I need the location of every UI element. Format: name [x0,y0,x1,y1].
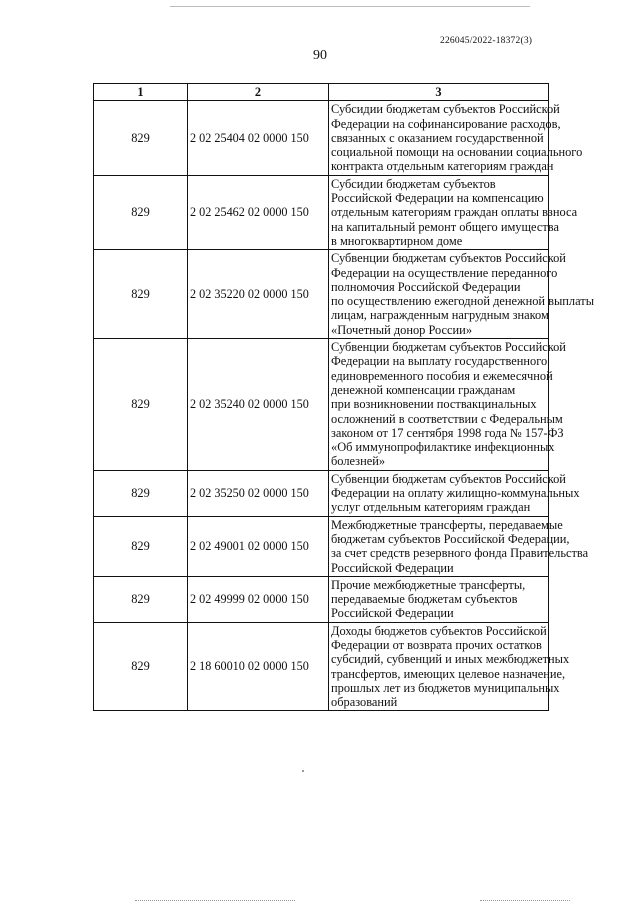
description-line: Федерации на выплату государственного [331,354,548,369]
table-row [94,101,549,175]
description-cell [329,339,566,471]
income-code-cell: 2 02 49999 02 0000 150 [188,576,329,622]
description-line: Межбюджетные трансферты, передаваемые [331,517,563,532]
description-line: «Почетный донор России» [331,322,473,337]
description-line: Субсидии бюджетам субъектов Российской [331,102,560,117]
description-cell [329,576,549,622]
description-cell [329,470,580,516]
description-line: субсидий, субвенций и иных межбюджетных [331,652,570,667]
description-line: лицам, награжденным нагрудным знаком [331,308,549,323]
description-line: Российской Федерации [331,606,454,621]
admin-code-cell: 829 [94,339,188,471]
admin-code-cell: 829 [94,516,188,576]
description-line: Федерации на софинансирование расходов, [331,116,561,131]
column-header-3: 3 [329,84,549,101]
scan-dot [302,770,304,772]
description-cell [329,516,589,576]
table-row [94,622,549,711]
top-edge-line [170,6,530,7]
description-line: на капитальный ремонт общего имущества [331,219,559,234]
income-code-cell: 2 02 25404 02 0000 150 [188,101,329,175]
description-line: по осуществлению ежегодной денежной выплаты [331,294,595,309]
description-line: за счет средств резервного фонда Правительства [331,546,589,561]
description-line: Федерации от возврата прочих остатков [331,637,542,652]
description-line: единовременного пособия и ежемесячной [331,368,553,383]
admin-code-cell: 829 [94,250,188,339]
description-line: контракта отдельным категориям граждан [331,159,554,174]
description-line: социальной помощи на основании социального [331,145,583,160]
table-row [94,250,549,339]
income-code-cell: 2 02 35220 02 0000 150 [188,250,329,339]
description-line: полномочия Российской Федерации [331,279,521,294]
description-line: прошлых лет из бюджетов муниципальных [331,680,560,695]
description-cell [329,175,578,249]
description-line: Субвенции бюджетам субъектов Российской [331,471,566,486]
description-line: отдельным категориям граждан оплаты взноса [331,205,578,220]
description-line: Субвенции бюджетам субъектов Российской [331,340,566,355]
document-number: 226045/2022-18372(3) [440,36,533,46]
description-line: услуг отдельным категориям граждан [331,500,531,515]
description-line: Федерации на оплату жилищно-коммунальных [331,486,580,501]
column-header-1: 1 [94,84,188,101]
budget-codes-table [93,83,595,711]
description-line: передаваемые бюджетам субъектов [331,592,518,607]
description-line: Федерации на осуществление переданного [331,265,558,280]
description-line: Субсидии бюджетам субъектов [331,176,496,191]
table-row [94,470,549,516]
description-line: «Об иммунопрофилактике инфекционных [331,440,555,455]
admin-code-cell: 829 [94,101,188,175]
description-line: бюджетам субъектов Российской Федерации, [331,531,570,546]
description-line: Субвенции бюджетам субъектов Российской [331,251,566,266]
description-line: в многоквартирном доме [331,233,463,248]
description-line: образований [331,695,398,710]
description-line: связанных с оказанием государственной [331,130,544,145]
bottom-edge-line-right [480,900,570,901]
table-row [94,576,549,622]
income-code-cell: 2 02 35250 02 0000 150 [188,470,329,516]
admin-code-cell: 829 [94,576,188,622]
table-row [94,175,549,249]
table-row [94,516,549,576]
description-line: законом от 17 сентября 1998 года № 157-ФЗ [331,425,564,440]
admin-code-cell: 829 [94,470,188,516]
description-cell [329,622,570,711]
description-line: Прочие межбюджетные трансферты, [331,577,526,592]
description-line: при возникновении поствакцинальных [331,397,537,412]
description-line: болезней» [331,454,386,469]
page-number: 90 [313,48,327,63]
admin-code-cell: 829 [94,622,188,711]
income-code-cell: 2 02 25462 02 0000 150 [188,175,329,249]
description-cell [329,250,595,339]
column-header-2: 2 [188,84,329,101]
table-header-row [94,84,549,101]
income-code-cell: 2 02 35240 02 0000 150 [188,339,329,471]
income-code-cell: 2 02 49001 02 0000 150 [188,516,329,576]
bottom-edge-line-left [135,900,295,901]
description-cell [329,101,583,175]
description-line: осложнений в соответствии с Федеральным [331,411,563,426]
description-line: Российской Федерации на компенсацию [331,191,544,206]
description-line: денежной компенсации гражданам [331,382,516,397]
description-line: Российской Федерации [331,560,454,575]
income-code-cell: 2 18 60010 02 0000 150 [188,622,329,711]
description-line: Доходы бюджетов субъектов Российской [331,623,547,638]
admin-code-cell: 829 [94,175,188,249]
table-row [94,339,549,471]
description-line: трансфертов, имеющих целевое назначение, [331,666,566,681]
